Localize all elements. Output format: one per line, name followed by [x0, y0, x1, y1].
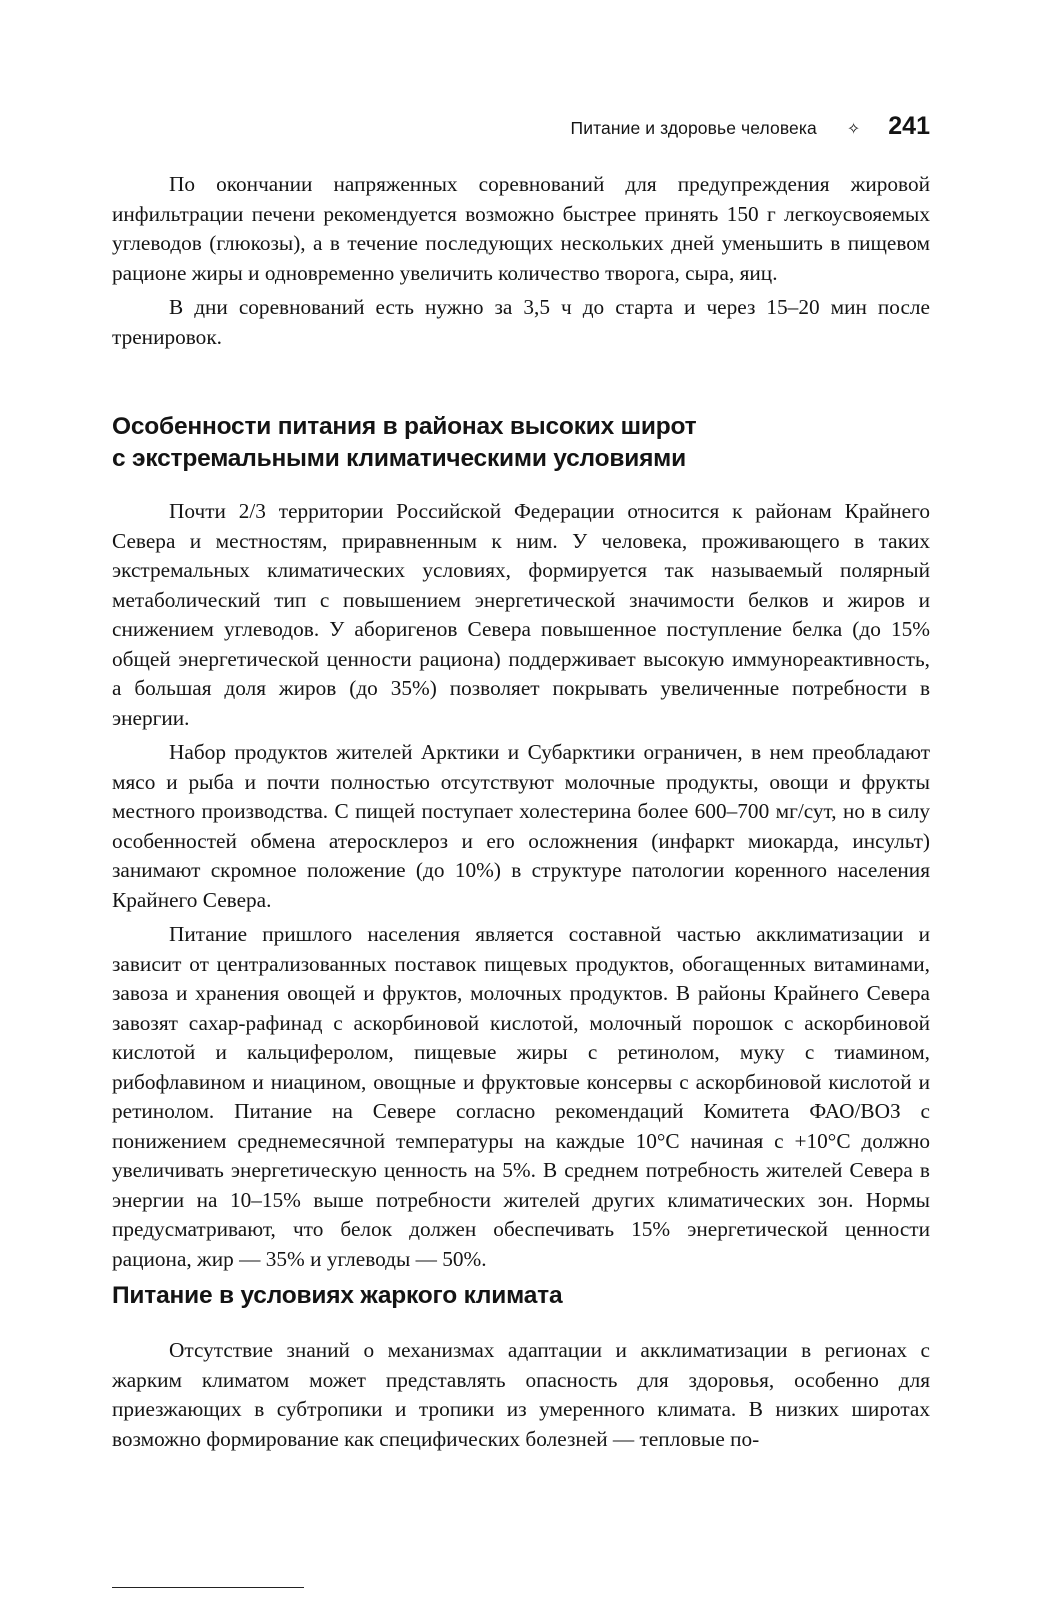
page-number: 241 — [888, 112, 930, 140]
section-body-high-latitudes — [112, 497, 930, 1274]
running-head — [110, 112, 930, 141]
footnote-rule — [112, 1587, 304, 1588]
paragraph: Отсутствие знаний о механизмах адаптации и акклиматизации в регионах с жарким климатом может представлять опасность для здоровья, особенно для приезжающих в субтропики и тропики из умеренного климата. В низких широтах возможно формирование как специфических болезней — тепловые по- — [112, 1338, 930, 1451]
running-head-title: Питание и здоровье человека — [570, 118, 817, 138]
paragraph: Почти 2/3 территории Российской Федерации относится к районам Крайнего Севера и местностям, приравненным к ним. У человека, проживающего в таких экстремальных климатических условиях, формируется так называемый полярный метаболический тип с повышением энергетической значимости белков и жиров и снижением углеводов. У аборигенов Севера повышенное поступление белка (до 15% общей энергетической ценности рациона) поддерживает высокую иммунореактивность, а большая доля жиров (до 35%) позволяет покрывать увеличенные потребности в энергии. — [112, 499, 930, 730]
section-heading-high-latitudes — [112, 411, 930, 475]
section-heading-line: с экстремальными климатическими условиями — [112, 445, 686, 472]
intro-block — [112, 170, 930, 352]
paragraph: По окончании напряженных соревнований для предупреждения жировой инфильтрации печени рекомендуется возможно быстрее принять 150 г легкоусвояемых углеводов (глюкозы), а в течение последующих нескольких дней уменьшить в пищевом рационе жиры и одновременно увеличить количество творога, сыра, яиц. — [112, 172, 930, 285]
section-body-hot-climate — [112, 1336, 930, 1454]
section-heading-hot-climate — [112, 1280, 930, 1312]
section-heading-line: Питание в условиях жаркого климата — [112, 1282, 563, 1309]
paragraph: Питание пришлого населения является составной частью акклиматизации и зависит от централизованных поставок пищевых продуктов, обогащенных витаминами, завоза и хранения овощей и фруктов, молочных продуктов. В районы Крайнего Севера завозят сахар-рафинад с аскорбиновой кислотой, молочный порошок с аскорбиновой кислотой и кальциферолом, пищевые жиры с ретинолом, муку с тиамином, рибофлавином и ниацином, овощные и фруктовые консервы с аскорбиновой кислотой и ретинолом. Питание на Севере согласно рекомендаций Комитета ФАО/ВОЗ с понижением среднемесячной температуры на каждые 10°С начиная с +10°С должно увеличивать энергетическую ценность на 5%. В среднем потребность жителей Севера в энергии на 10–15% выше потребности жителей других климатических зон. Нормы предусматривают, что белок должен обеспечивать 15% энергетической ценности рациона, жир — 35% и углеводы — 50%. — [112, 922, 930, 1271]
paragraph: Набор продуктов жителей Арктики и Субарктики ограничен, в нем преобладают мясо и рыба и почти полностью отсутствуют молочные продукты, овощи и фрукты местного производства. С пищей поступает холестерина более 600–700 мг/сут, но в силу особенностей обмена атеросклероз и его осложнения (инфаркт миокарда, инсульт) занимают скромное положение (до 10%) в структуре патологии коренного населения Крайнего Севера. — [112, 740, 930, 912]
diamond-icon: ✧ — [846, 121, 861, 138]
section-heading-line: Особенности питания в районах высоких широт — [112, 413, 697, 440]
paragraph: В дни соревнований есть нужно за 3,5 ч до старта и через 15–20 мин после тренировок. — [112, 295, 930, 349]
